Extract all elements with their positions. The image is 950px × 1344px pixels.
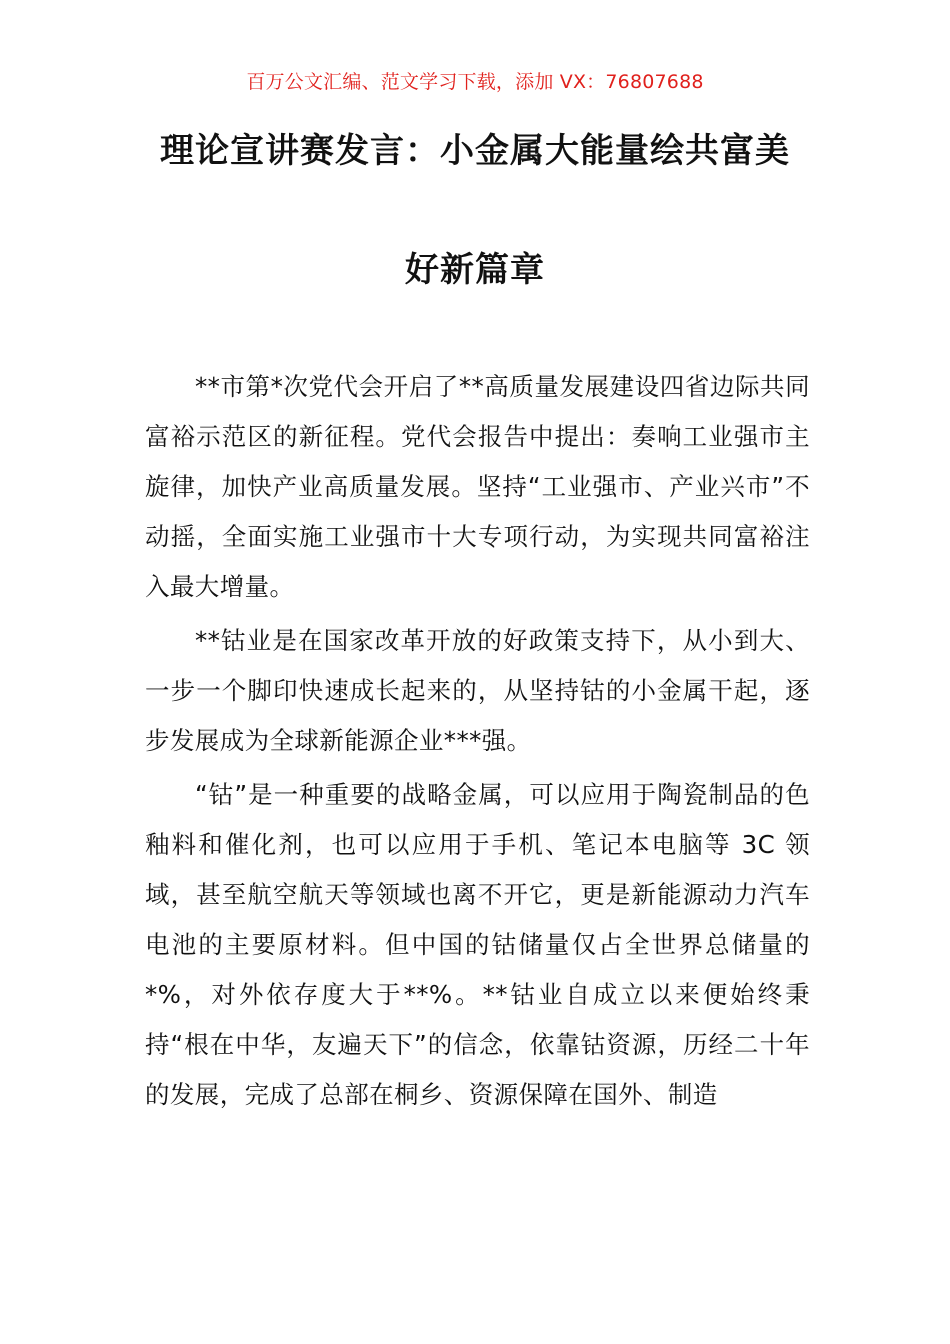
paragraph: “钴”是一种重要的战略金属，可以应用于陶瓷制品的色釉料和催化剂，也可以应用于手机、笔记本电脑等 3C 领域，甚至航空航天等领域也离不开它，更是新能源动力汽车电池的主要原材料。但中国的钴储量仅占全世界总储量的*%，对外依存度大于**%。**钴业自成立以来便始终秉持“根在中华，友遍天下”的信念，依靠钴资源，历经二十年的发展，完成了总部在桐乡、资源保障在国外、制造 [145,780,810,1109]
paragraph: **钴业是在国家改革开放的好政策支持下，从小到大、一步一个脚印快速成长起来的，从坚持钴的小金属干起，逐步发展成为全球新能源企业***强。 [145,626,810,755]
document-title-line-2: 好新篇章 [405,250,545,290]
document-body [145,362,810,1124]
document-title-line-1: 理论宣讲赛发言：小金属大能量绘共富美 [160,131,790,171]
paragraph: **市第*次党代会开启了**高质量发展建设四省边际共同富裕示范区的新征程。党代会报告中提出：奏响工业强市主旋律，加快产业高质量发展。坚持“工业强市、产业兴市”不动摇，全面实施工业强市十大专项行动，为实现共同富裕注入最大增量。 [145,372,810,601]
header-watermark-note: 百万公文汇编、范文学习下载，添加 VX：76807688 [246,71,704,93]
